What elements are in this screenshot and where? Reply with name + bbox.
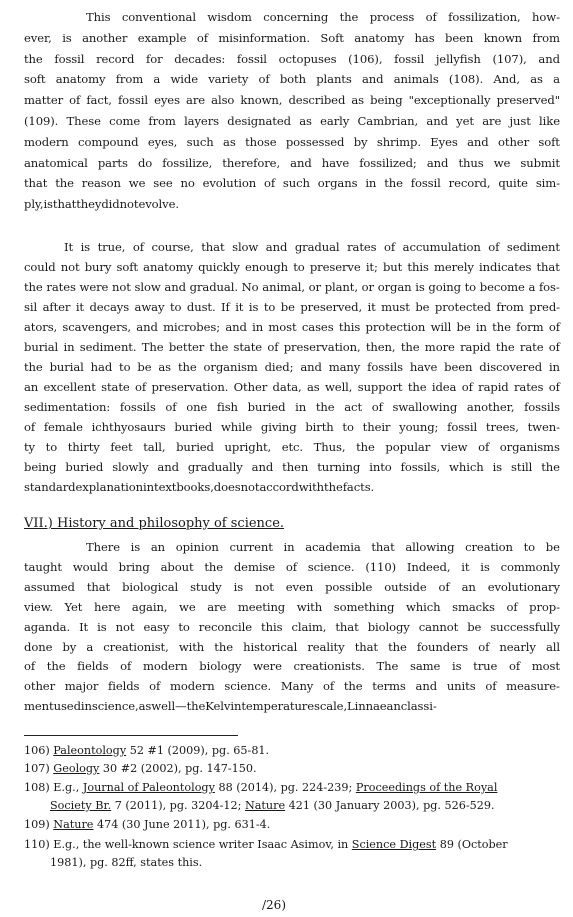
- text-line: anatomical parts do fossilize, therefore, and have fossilized; and thus we submit: [24, 155, 560, 170]
- text-line: an excellent state of preservation. Other data, as well, support the idea of rapid rates of: [24, 380, 560, 394]
- footnote-106: 106) Paleontology 52 #1 (2009), pg. 65-81.: [24, 744, 270, 757]
- text-line: ators, scavengers, and microbes; and in most cases this protection will be in the form of: [24, 320, 560, 334]
- footnote-rule: [24, 735, 238, 736]
- text-line: the fossil record for decades: fossil octopuses (106), fossil jellyfish (107), and: [24, 51, 560, 66]
- text-line: of the fields of modern biology were creationists. The same is true of most: [24, 659, 560, 674]
- text-line: There is an opinion current in academia that allowing creation to be: [86, 540, 560, 554]
- text-line: the burial had to be as the organism died; and many fossils have been discovered in: [24, 360, 560, 374]
- footnote-108-cont: Society Br. 7 (2011), pg. 3204-12; Nature 421 (30 January 2003), pg. 526-529.: [50, 799, 495, 812]
- footnote-109: 109) Nature 474 (30 June 2011), pg. 631-4.: [24, 818, 271, 831]
- text-line: matter of fact, fossil eyes are also known, described as being "exceptionally preserved": [24, 93, 560, 108]
- footnote-107: 107) Geology 30 #2 (2002), pg. 147-150.: [24, 762, 257, 775]
- text-line: assumed that biological study is not even possible outside of an evolutionary: [24, 579, 560, 594]
- text-line: burial in sediment. The better the state of preservation, then, the more rapid the rate of: [24, 340, 560, 354]
- text-line: This conventional wisdom concerning the process of fossilization, how-: [86, 10, 560, 24]
- text-line: sedimentation: fossils of one fish buried in the act of swallowing another, fossils: [24, 400, 560, 414]
- text-line: ply, is that they did not evolve.: [24, 197, 179, 212]
- text-line: could not bury soft anatomy quickly enough to preserve it; but this merely indicates that: [24, 260, 560, 274]
- text-line: being buried slowly and gradually and then turning into fossils, which is still the: [24, 460, 560, 474]
- text-line: ever, is another example of misinformation. Soft anatomy has been known from: [24, 30, 560, 45]
- page-number: /26): [262, 898, 286, 912]
- text-line: other major fields of modern science. Many of the terms and units of measure-: [24, 679, 560, 694]
- footnote-110: 110) E.g., the well-known science writer Isaac Asimov, in Science Digest 89 (October: [24, 838, 508, 851]
- text-line: standard explanation in textbooks, does not accord with the facts.: [24, 480, 375, 494]
- text-line: It is true, of course, that slow and gradual rates of accumulation of sediment: [64, 240, 560, 254]
- footnote-110-cont: 1981), pg. 82ff, states this.: [50, 856, 203, 869]
- text-line: modern compound eyes, such as those possessed by shrimp. Eyes and other soft: [24, 134, 560, 149]
- text-line: view. Yet here again, we are meeting with something which smacks of prop-: [24, 599, 560, 614]
- footnote-108: 108) E.g., Journal of Paleontology 88 (2014), pg. 224-239; Proceedings of the Royal: [24, 781, 498, 794]
- text-line: ty to thirty feet tall, buried upright, etc. Thus, the popular view of organisms: [24, 440, 560, 454]
- text-line: of female ichthyosaurs buried while giving birth to their young; fossil trees, twen-: [24, 420, 560, 434]
- text-line: ment used in science, as well — the Kelvin temperature scale, Linnaean classi-: [24, 699, 437, 714]
- text-line: soft anatomy from a wide variety of both plants and animals (108). And, as a: [24, 72, 560, 87]
- text-line: the rates were not slow and gradual. No animal, or plant, or organ is going to become a fos-: [24, 280, 560, 294]
- text-line: sil after it decays away to dust. If it is to be preserved, it must be protected from pred-: [24, 300, 560, 314]
- text-line: done by a creationist, with the historical reality that the founders of nearly all: [24, 639, 560, 654]
- text-line: aganda. It is not easy to reconcile this claim, that biology cannot be successfully: [24, 619, 560, 634]
- text-line: that the reason we see no evolution of such organs in the fossil record, quite sim-: [24, 176, 560, 191]
- text-line: (109). These come from layers designated as early Cambrian, and yet are just like: [24, 114, 560, 128]
- section-heading: VII.) History and philosophy of science.: [24, 516, 285, 531]
- text-line: taught would bring about the demise of science. (110) Indeed, it is commonly: [24, 559, 560, 574]
